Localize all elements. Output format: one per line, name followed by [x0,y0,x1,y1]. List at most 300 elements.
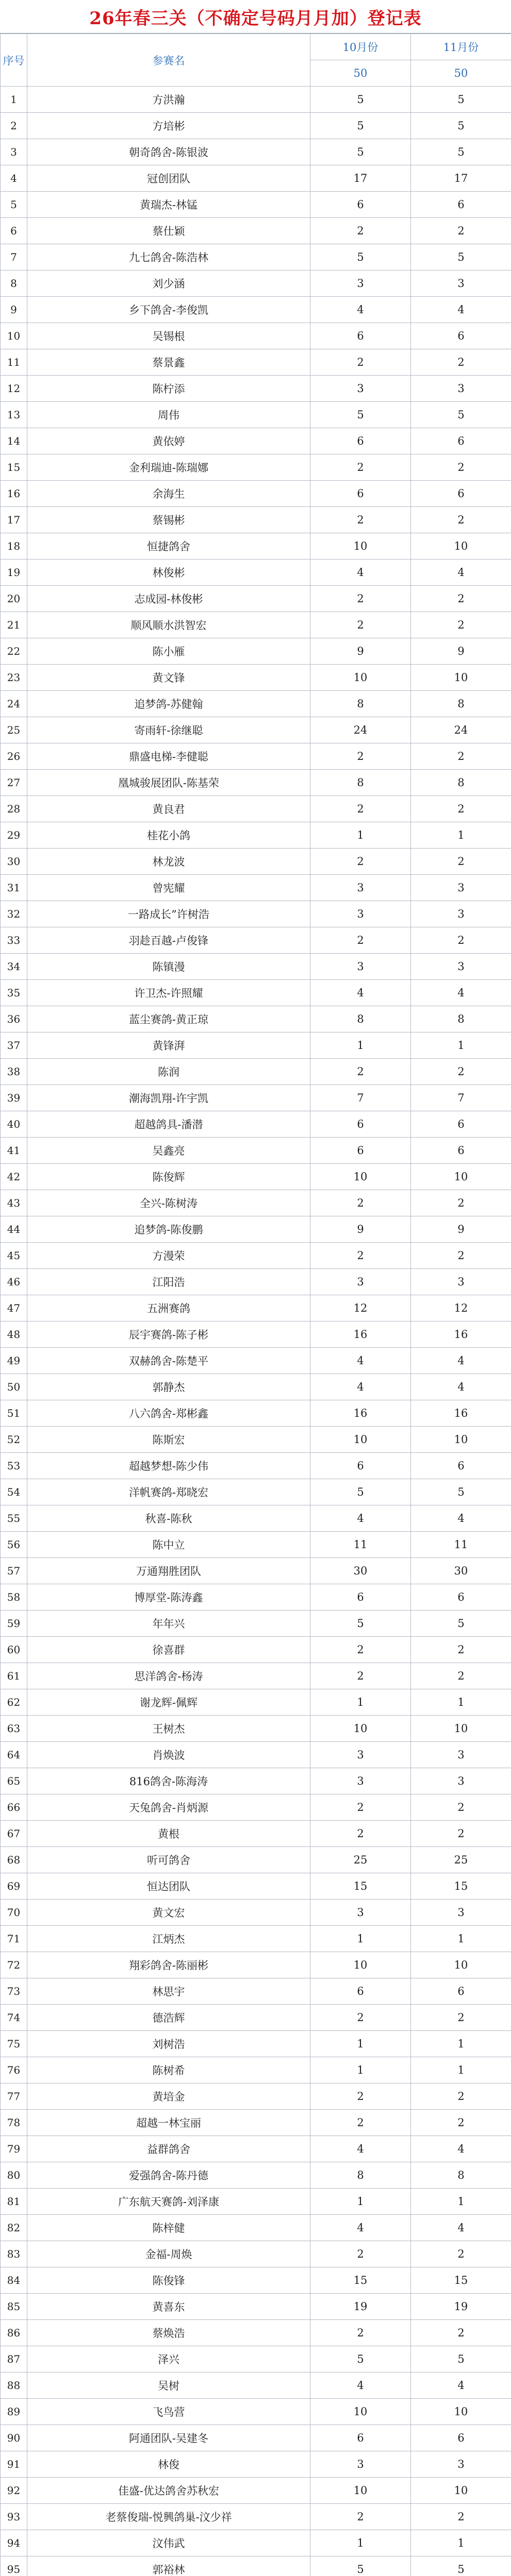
row-name: 黄瑞杰-林锰 [27,192,310,218]
row-number: 34 [1,954,27,980]
table-row [1,980,511,1006]
row-number: 3 [1,139,27,165]
row-october: 1 [310,1032,411,1059]
table-row [1,822,511,849]
row-november: 1 [411,1032,511,1059]
table-row [1,2530,511,2556]
table-row [1,87,511,113]
row-october: 1 [310,2057,411,2083]
row-october: 6 [310,428,411,454]
row-november: 2 [411,2083,511,2110]
row-october: 2 [310,349,411,376]
row-november: 10 [411,1952,511,1978]
table-row [1,954,511,980]
row-name: 金福-周焕 [27,2241,310,2267]
row-name: 志成园-林俊彬 [27,586,310,612]
table-row [1,2031,511,2057]
row-name: 广东航天赛鸽-刘泽康 [27,2189,310,2215]
header-name: 参赛名 [27,34,310,87]
row-october: 5 [310,1611,411,1637]
table-row [1,349,511,376]
row-october: 2 [310,2320,411,2346]
row-october: 11 [310,1532,411,1558]
table-row [1,1637,511,1663]
row-october: 1 [310,2189,411,2215]
row-october: 2 [310,743,411,770]
row-number: 57 [1,1558,27,1584]
table-row [1,1479,511,1505]
row-name: 益群鸽舍 [27,2136,310,2162]
row-number: 69 [1,1873,27,1900]
table-row [1,402,511,428]
table-row [1,1689,511,1716]
row-november: 15 [411,1873,511,1900]
header-november-unit: 50 [411,60,511,87]
row-name: 追梦鸽-苏健翰 [27,691,310,717]
row-november: 5 [411,2556,511,2576]
table-row [1,2136,511,2162]
table-row [1,2451,511,2478]
row-november: 4 [411,2372,511,2399]
table-row [1,113,511,139]
row-october: 2 [310,1821,411,1847]
row-number: 76 [1,2057,27,2083]
row-october: 2 [310,1059,411,1085]
table-row [1,2556,511,2576]
row-october: 3 [310,1269,411,1295]
row-november: 6 [411,481,511,507]
row-name: 凰城骏展团队-陈基荣 [27,770,310,796]
row-number: 23 [1,665,27,691]
row-november: 2 [411,1794,511,1821]
row-number: 28 [1,796,27,822]
row-name: 王树杰 [27,1716,310,1742]
row-november: 4 [411,1348,511,1374]
row-number: 8 [1,270,27,297]
row-november: 5 [411,2346,511,2372]
row-november: 1 [411,2031,511,2057]
row-name: 黄培金 [27,2083,310,2110]
row-name: 郭静杰 [27,1374,310,1400]
row-number: 52 [1,1427,27,1453]
row-name: 老蔡俊瑞-悦興鸽巢-汶少祥 [27,2504,310,2530]
row-name: 恒达团队 [27,1873,310,1900]
row-november: 6 [411,1138,511,1164]
row-number: 93 [1,2504,27,2530]
row-october: 6 [310,481,411,507]
row-november: 6 [411,1453,511,1479]
row-october: 7 [310,1085,411,1111]
row-november: 10 [411,1716,511,1742]
row-october: 1 [310,2530,411,2556]
row-number: 21 [1,612,27,638]
row-october: 3 [310,270,411,297]
row-november: 2 [411,507,511,533]
row-november: 3 [411,954,511,980]
table-row [1,1321,511,1348]
row-name: 陈树希 [27,2057,310,2083]
row-october: 3 [310,875,411,901]
table-row [1,1032,511,1059]
row-name: 林龙波 [27,849,310,875]
table-row [1,270,511,297]
table-row [1,1400,511,1427]
table-row [1,927,511,954]
row-october: 16 [310,1400,411,1427]
row-name: 江炳杰 [27,1926,310,1952]
row-number: 22 [1,638,27,665]
table-row [1,1269,511,1295]
row-number: 88 [1,2372,27,2399]
row-october: 4 [310,2215,411,2241]
table-row [1,2005,511,2031]
row-number: 4 [1,165,27,192]
row-october: 10 [310,1952,411,1978]
table-row [1,165,511,192]
row-october: 6 [310,1978,411,2005]
row-october: 17 [310,165,411,192]
row-name: 谢龙辉-佩辉 [27,1689,310,1716]
row-name: 泽兴 [27,2346,310,2372]
row-number: 80 [1,2162,27,2189]
row-number: 90 [1,2425,27,2451]
row-november: 8 [411,1006,511,1032]
row-november: 10 [411,2478,511,2504]
row-october: 8 [310,770,411,796]
row-number: 60 [1,1637,27,1663]
row-name: 陈中立 [27,1532,310,1558]
table-row [1,1348,511,1374]
row-october: 6 [310,192,411,218]
row-october: 5 [310,87,411,113]
table-row [1,1611,511,1637]
row-number: 33 [1,927,27,954]
row-name: 陈镇漫 [27,954,310,980]
table-row [1,1873,511,1900]
row-name: 陈柠添 [27,376,310,402]
row-number: 41 [1,1138,27,1164]
row-number: 25 [1,717,27,743]
row-name: 辰宇赛鸽-陈子彬 [27,1321,310,1348]
row-october: 2 [310,2504,411,2530]
row-october: 24 [310,717,411,743]
row-november: 1 [411,2057,511,2083]
row-name: 秋喜-陈秋 [27,1505,310,1532]
row-october: 6 [310,2425,411,2451]
row-number: 9 [1,297,27,323]
row-name: 吴鑫亮 [27,1138,310,1164]
row-name: 蔡锡彬 [27,507,310,533]
row-october: 4 [310,1374,411,1400]
row-name: 林俊 [27,2451,310,2478]
row-name: 郭裕林 [27,2556,310,2576]
row-october: 1 [310,822,411,849]
row-name: 金利瑞迪-陈瑞娜 [27,454,310,481]
row-number: 70 [1,1900,27,1926]
header-november: 11月份 [411,34,511,60]
row-november: 2 [411,2241,511,2267]
row-october: 30 [310,1558,411,1584]
row-october: 5 [310,139,411,165]
table-row [1,1558,511,1584]
table-row [1,2504,511,2530]
row-october: 3 [310,901,411,927]
row-november: 5 [411,113,511,139]
row-october: 3 [310,954,411,980]
row-number: 12 [1,376,27,402]
row-november: 6 [411,1111,511,1138]
row-november: 4 [411,2215,511,2241]
row-name: 佳盛-优达鸽舍苏秋宏 [27,2478,310,2504]
row-name: 双赫鸽舍-陈楚平 [27,1348,310,1374]
row-november: 4 [411,297,511,323]
row-november: 4 [411,980,511,1006]
row-name: 陈润 [27,1059,310,1085]
row-november: 3 [411,901,511,927]
row-november: 10 [411,2399,511,2425]
row-number: 2 [1,113,27,139]
table-row [1,691,511,717]
table-row [1,533,511,560]
table-row [1,2425,511,2451]
row-name: 黄良君 [27,796,310,822]
row-october: 5 [310,244,411,270]
row-number: 26 [1,743,27,770]
row-number: 87 [1,2346,27,2372]
row-november: 6 [411,323,511,349]
table-row [1,1505,511,1532]
row-number: 50 [1,1374,27,1400]
header-row [1,34,511,60]
row-october: 3 [310,2451,411,2478]
row-name: 曾宪耀 [27,875,310,901]
row-name: 一路成长”许树浩 [27,901,310,927]
row-october: 2 [310,796,411,822]
table-row [1,1716,511,1742]
row-october: 2 [310,1190,411,1216]
table-row [1,2215,511,2241]
row-number: 58 [1,1584,27,1611]
row-name: 蔡焕浩 [27,2320,310,2346]
row-number: 48 [1,1321,27,1348]
row-number: 53 [1,1453,27,1479]
table-row [1,1295,511,1321]
row-number: 67 [1,1821,27,1847]
row-november: 1 [411,2530,511,2556]
table-row [1,1059,511,1085]
row-name: 追梦鸽-陈俊鹏 [27,1216,310,1243]
row-november: 3 [411,270,511,297]
table-row [1,2057,511,2083]
row-october: 10 [310,665,411,691]
header-october-unit: 50 [310,60,411,87]
row-number: 24 [1,691,27,717]
row-number: 37 [1,1032,27,1059]
row-october: 3 [310,1768,411,1794]
table-row [1,1164,511,1190]
row-name: 陈梓健 [27,2215,310,2241]
row-number: 83 [1,2241,27,2267]
row-name: 恒捷鸽舍 [27,533,310,560]
table-row [1,297,511,323]
row-number: 84 [1,2267,27,2294]
row-october: 3 [310,1900,411,1926]
table-row [1,2189,511,2215]
table-row [1,2372,511,2399]
row-november: 8 [411,770,511,796]
row-number: 44 [1,1216,27,1243]
row-october: 9 [310,638,411,665]
row-name: 九七鸽舍-陈浩林 [27,244,310,270]
row-number: 51 [1,1400,27,1427]
row-name: 黄依婷 [27,428,310,454]
row-october: 4 [310,980,411,1006]
row-name: 年年兴 [27,1611,310,1637]
table-body [1,34,511,2576]
row-october: 3 [310,1742,411,1768]
row-november: 1 [411,2189,511,2215]
row-name: 博厚堂-陈涛鑫 [27,1584,310,1611]
row-october: 10 [310,1427,411,1453]
row-number: 6 [1,218,27,244]
row-name: 余海生 [27,481,310,507]
row-number: 61 [1,1663,27,1689]
sheet-title: 26年春三关（不确定号码月月加）登记表 [0,0,511,33]
table-row [1,2267,511,2294]
row-november: 17 [411,165,511,192]
row-november: 2 [411,1190,511,1216]
table-row [1,1243,511,1269]
table-row [1,717,511,743]
row-november: 6 [411,2425,511,2451]
row-november: 15 [411,2267,511,2294]
row-november: 4 [411,1505,511,1532]
row-number: 75 [1,2031,27,2057]
row-october: 15 [310,1873,411,1900]
row-number: 54 [1,1479,27,1505]
row-october: 6 [310,1111,411,1138]
row-number: 86 [1,2320,27,2346]
row-name: 羽趁百越-卢俊锋 [27,927,310,954]
row-name: 冠创团队 [27,165,310,192]
row-number: 72 [1,1952,27,1978]
row-name: 周伟 [27,402,310,428]
row-number: 1 [1,87,27,113]
table-row [1,770,511,796]
row-number: 32 [1,901,27,927]
row-november: 10 [411,1164,511,1190]
row-november: 2 [411,849,511,875]
row-november: 9 [411,638,511,665]
row-november: 2 [411,2320,511,2346]
row-number: 14 [1,428,27,454]
row-number: 11 [1,349,27,376]
row-november: 8 [411,2162,511,2189]
row-number: 36 [1,1006,27,1032]
row-november: 3 [411,1742,511,1768]
row-name: 寄雨轩-徐继聪 [27,717,310,743]
row-number: 65 [1,1768,27,1794]
row-october: 4 [310,560,411,586]
table-row [1,1190,511,1216]
row-october: 6 [310,1138,411,1164]
row-number: 46 [1,1269,27,1295]
row-name: 汶伟武 [27,2530,310,2556]
row-october: 6 [310,1584,411,1611]
table-row [1,244,511,270]
row-november: 25 [411,1847,511,1873]
row-november: 2 [411,454,511,481]
header-october: 10月份 [310,34,411,60]
row-name: 方培彬 [27,113,310,139]
row-november: 4 [411,1374,511,1400]
row-november: 9 [411,1216,511,1243]
row-number: 30 [1,849,27,875]
row-number: 17 [1,507,27,533]
row-name: 黄根 [27,1821,310,1847]
row-october: 4 [310,2372,411,2399]
table-row [1,1847,511,1873]
row-number: 13 [1,402,27,428]
row-number: 19 [1,560,27,586]
table-row [1,875,511,901]
row-number: 45 [1,1243,27,1269]
row-october: 2 [310,927,411,954]
row-november: 2 [411,743,511,770]
row-october: 10 [310,1164,411,1190]
row-october: 4 [310,1505,411,1532]
row-november: 8 [411,691,511,717]
table-row [1,612,511,638]
row-november: 3 [411,1900,511,1926]
row-november: 2 [411,1821,511,1847]
table-row [1,586,511,612]
row-name: 阿通团队-吴建冬 [27,2425,310,2451]
row-november: 1 [411,822,511,849]
row-name: 黄锋湃 [27,1032,310,1059]
header-no: 序号 [1,34,27,87]
registration-table [0,33,511,2576]
row-november: 2 [411,586,511,612]
table-row [1,849,511,875]
table-row [1,1584,511,1611]
table-row [1,481,511,507]
row-november: 5 [411,244,511,270]
row-october: 5 [310,402,411,428]
row-name: 全兴-陈树涛 [27,1190,310,1216]
row-name: 思洋鸽舍-杨涛 [27,1663,310,1689]
row-number: 42 [1,1164,27,1190]
row-november: 2 [411,1637,511,1663]
table-row [1,1006,511,1032]
row-october: 2 [310,1794,411,1821]
row-number: 94 [1,2530,27,2556]
row-number: 81 [1,2189,27,2215]
row-name: 八六鸽舍-郑彬鑫 [27,1400,310,1427]
row-number: 74 [1,2005,27,2031]
row-november: 5 [411,139,511,165]
table-row [1,1427,511,1453]
row-name: 五洲赛鸽 [27,1295,310,1321]
row-october: 6 [310,1453,411,1479]
row-october: 1 [310,2031,411,2057]
row-name: 林俊彬 [27,560,310,586]
row-october: 5 [310,1479,411,1505]
row-name: 桂花小鸽 [27,822,310,849]
row-november: 3 [411,2451,511,2478]
row-number: 66 [1,1794,27,1821]
row-october: 15 [310,2267,411,2294]
